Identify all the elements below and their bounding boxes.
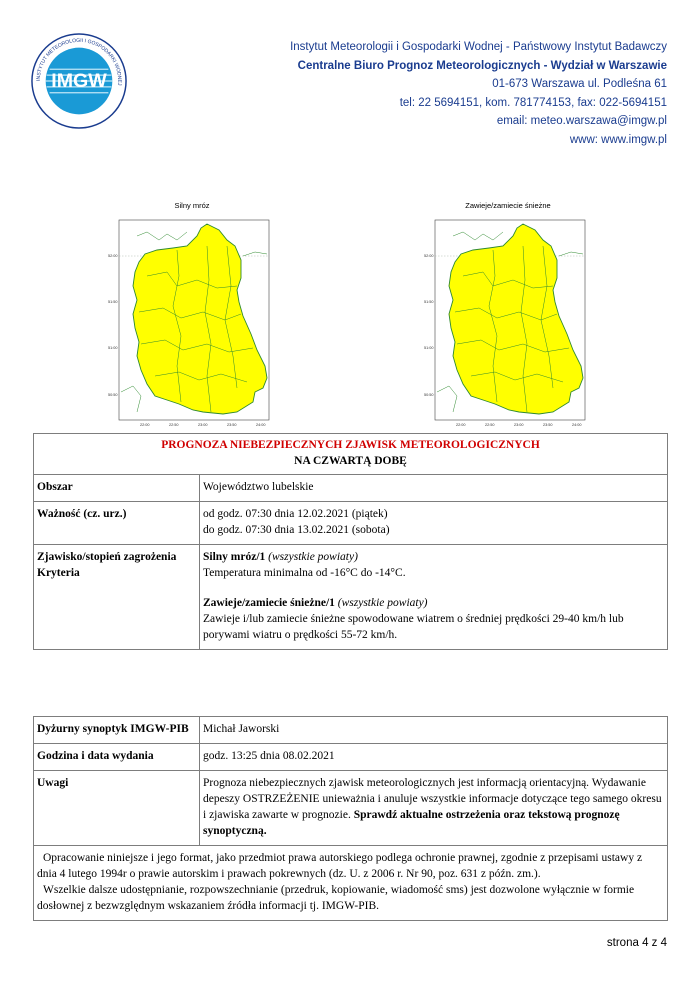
lat-label: 52:00	[108, 254, 118, 258]
remarks-value	[200, 771, 668, 846]
area-value: Województwo lubelskie	[200, 475, 668, 502]
info-table	[33, 716, 668, 921]
forecast-table	[33, 433, 668, 650]
remarks-label: Uwagi	[34, 771, 200, 846]
duty-value: Michał Jaworski	[200, 717, 668, 744]
p2-name: Zawieje/zamiecie śnieżne/1	[203, 597, 335, 609]
copyright-line-2: Wszelkie dalsze udostępnianie, rozpowszechnianie (przedruk, kopiowanie, wiadomość sms) jest dozwolone wyłącznie w formie dosłownej z bezwzględnym wskazaniem źródła informacji tj. IMGW-PIB.	[37, 884, 635, 912]
lon-label: 23:00	[514, 423, 524, 427]
phenomenon-label	[34, 545, 200, 650]
lon-label: 22:50	[485, 423, 495, 427]
copyright-line-1: Opracowanie niniejsze i jego format, jako przedmiot prawa autorskiego podlega ochronie prawnej, zgodnie z przepisami ustawy z dnia 4 lutego 1994r o prawie autorskim i prawach pokrewnych (dz. U. z 2006 r. Nr 90, poz. 631 z późn. zm.).	[37, 852, 643, 880]
org-line-www: www: www.imgw.pl	[569, 133, 667, 146]
map-title-frost: Silny mróz	[174, 201, 210, 210]
map-title-snow: Zawieje/zamiecie śnieżne	[465, 201, 551, 210]
org-line-phone: tel: 22 5694151, kom. 781774153, fax: 022-5694151	[399, 96, 667, 109]
lon-label: 22:00	[140, 423, 150, 427]
phenomenon-value	[200, 545, 668, 650]
lon-label: 22:50	[169, 423, 179, 427]
map-frost	[107, 216, 279, 427]
lat-label: 50:50	[108, 393, 118, 397]
lon-label: 23:00	[198, 423, 208, 427]
lon-label: 24:00	[572, 423, 582, 427]
duty-label: Dyżurny synoptyk IMGW-PIB	[34, 717, 200, 744]
logo-ring-text: INSTYTUT METEOROLOGII I GOSPODARKI WODNEJ	[35, 37, 123, 86]
p1-desc: Temperatura minimalna od -16°C do -14°C.	[203, 567, 406, 579]
p2-scope: (wszystkie powiaty)	[337, 597, 428, 609]
lat-label: 51:00	[108, 346, 118, 350]
forecast-header	[34, 434, 668, 475]
org-line-institute: Instytut Meteorologii i Gospodarki Wodnej - Państwowy Instytut Badawczy	[290, 41, 667, 53]
criteria-label-line: Kryteria	[37, 567, 80, 579]
lat-label: 50:50	[424, 393, 434, 397]
issued-label: Godzina i data wydania	[34, 744, 200, 771]
lon-label: 22:00	[456, 423, 466, 427]
lat-label: 51:50	[424, 300, 434, 304]
org-line-email: email: meteo.warszawa@imgw.pl	[496, 115, 667, 127]
validity-value	[200, 502, 668, 545]
org-line-bureau: Centralne Biuro Prognoz Meteorologicznych - Wydział w Warszawie	[297, 59, 667, 72]
validity-to: do godz. 07:30 dnia 13.02.2021 (sobota)	[203, 524, 390, 536]
phenomenon-label-line: Zjawisko/stopień zagrożenia	[37, 551, 177, 563]
lat-label: 51:50	[108, 300, 118, 304]
lon-label: 23:50	[543, 423, 553, 427]
validity-label: Ważność (cz. urz.)	[34, 502, 200, 545]
issued-value: godz. 13:25 dnia 08.02.2021	[200, 744, 668, 771]
lon-label: 24:00	[256, 423, 266, 427]
validity-from: od godz. 07:30 dnia 12.02.2021 (piątek)	[203, 508, 388, 520]
organization-header	[227, 38, 667, 149]
lat-label: 52:00	[424, 254, 434, 258]
imgw-logo	[30, 32, 128, 130]
p1-name: Silny mróz/1	[203, 551, 266, 563]
org-line-address: 01-673 Warszawa ul. Podleśna 61	[492, 78, 667, 90]
p2-desc: Zawieje i/lub zamiecie śnieżne spowodowane wiatrem o średniej prędkości 29-40 km/h lub porywami wiatru o prędkości 55-72 km/h.	[203, 613, 624, 641]
copyright-note	[34, 846, 668, 921]
area-label: Obszar	[34, 475, 200, 502]
p1-scope: (wszystkie powiaty)	[268, 551, 358, 563]
remarks-bold: Sprawdź aktualne ostrzeżenia oraz tekstową prognozę synoptyczną.	[203, 809, 620, 837]
forecast-title: PROGNOZA NIEBEZPIECZNYCH ZJAWISK METEOROLOGICZNYCH	[161, 439, 540, 451]
lon-label: 23:50	[227, 423, 237, 427]
remarks-text: Prognoza niebezpiecznych zjawisk meteorologicznych jest informacją orientacyjną. Wydawanie depeszy OSTRZEŻENIE unieważnia i anuluje wszystkie informacje dotyczące tego samego okresu i zjawiska zawarte w prognozie.	[203, 777, 662, 821]
forecast-subtitle: NA CZWARTĄ DOBĘ	[294, 455, 407, 467]
lat-label: 51:00	[424, 346, 434, 350]
page-number: strona 4 z 4	[606, 937, 667, 949]
map-snow	[423, 216, 595, 427]
logo-text: IMGW	[51, 69, 107, 92]
